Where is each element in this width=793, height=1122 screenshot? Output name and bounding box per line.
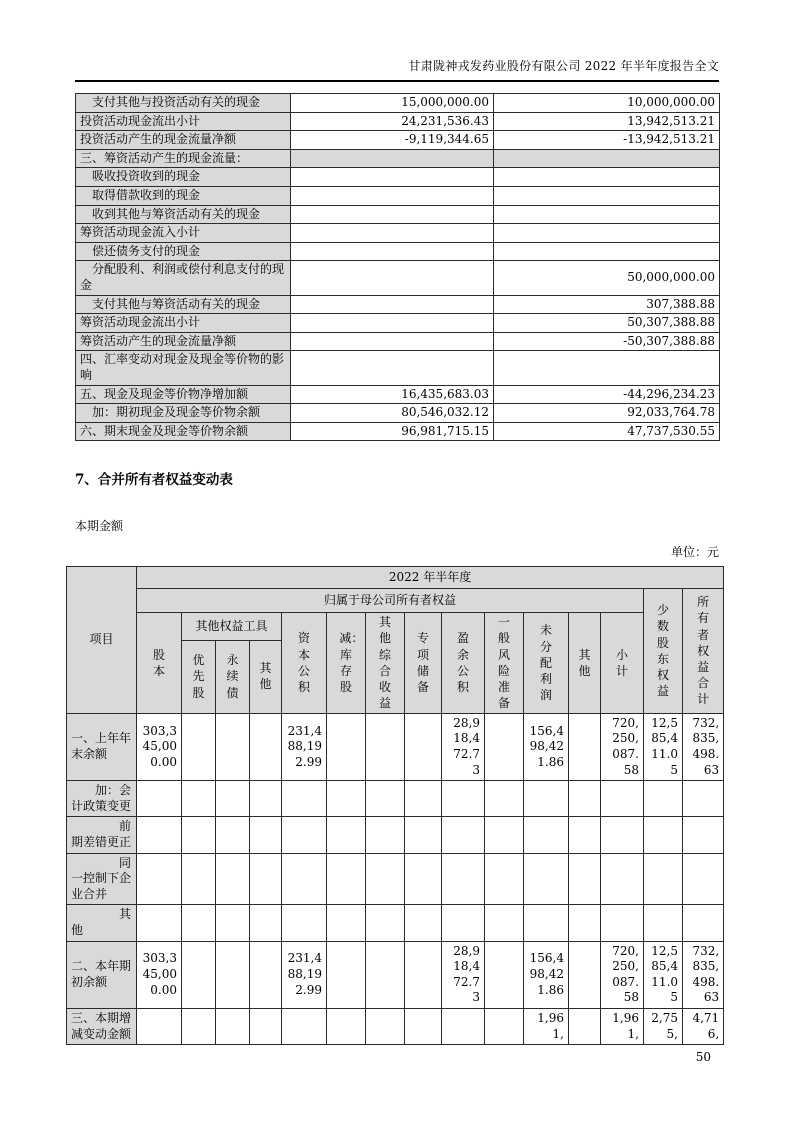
row-label: 一、上年年末余额 (67, 713, 137, 780)
row-label: 分配股利、利润或偿付利息支付的现金 (76, 261, 291, 295)
cell-surplus-reserve: 28,918,472.73 (442, 941, 485, 1008)
cell-general-risk-reserve (485, 817, 524, 853)
cell-other-comprehensive-income (366, 781, 405, 817)
cell-subtotal (601, 853, 644, 905)
cell-total-equity (683, 817, 724, 853)
amount-col-2: 13,942,513.21 (494, 112, 720, 131)
amount-col-2 (494, 205, 720, 224)
amount-col-2 (494, 149, 720, 168)
cell-share-capital (137, 781, 182, 817)
table-row (76, 168, 720, 187)
col-header-capital-reserve-text: 资本公积 (297, 631, 310, 695)
cell-other (569, 905, 601, 941)
unit-label: 单位：元 (670, 545, 719, 560)
table-row (76, 351, 720, 385)
col-header-period: 2022 年半年度 (137, 567, 724, 589)
row-label: 筹资活动现金流出小计 (76, 314, 291, 333)
col-header-oei-other (250, 640, 282, 713)
table-row (76, 224, 720, 243)
amount-col-2 (494, 351, 720, 385)
col-header-other-comprehensive-income (366, 613, 405, 714)
cell-subtotal (601, 905, 644, 941)
amount-col-2 (494, 242, 720, 261)
amount-col-1: 16,435,683.03 (291, 385, 494, 404)
cell-general-risk-reserve (485, 781, 524, 817)
row-label: 四、汇率变动对现金及现金等价物的影响 (76, 351, 291, 385)
cell-less-treasury-stock (327, 1008, 366, 1044)
amount-col-1 (291, 224, 494, 243)
cell-special-reserve (405, 781, 442, 817)
cell-retained-profit: 1,961, (524, 1008, 569, 1044)
amount-col-1 (291, 261, 494, 295)
table-row (76, 261, 720, 295)
table-row (76, 242, 720, 261)
col-header-preferred-stock-text: 优先股 (192, 653, 205, 700)
amount-col-1 (291, 351, 494, 385)
row-label: 收到其他与筹资活动有关的现金 (76, 205, 291, 224)
cell-subtotal (601, 781, 644, 817)
col-header-item: 项目 (67, 567, 137, 714)
cell-preferred-stock (182, 1008, 216, 1044)
col-header-preferred-stock (182, 640, 216, 713)
cell-subtotal: 720,250,087.58 (601, 941, 644, 1008)
cell-perpetual-bond (216, 1008, 250, 1044)
col-header-less-treasury-text: 减：库存股 (339, 631, 364, 695)
cell-minority-interest (644, 853, 683, 905)
amount-col-2 (494, 224, 720, 243)
amount-col-1: 24,231,536.43 (291, 112, 494, 131)
amount-col-2 (494, 186, 720, 205)
cell-less-treasury-stock (327, 853, 366, 905)
cell-preferred-stock (182, 853, 216, 905)
col-header-other-equity-instruments: 其他权益工具 (182, 613, 282, 640)
col-header-other (569, 613, 601, 714)
cell-capital-reserve (282, 905, 327, 941)
cell-general-risk-reserve (485, 713, 524, 780)
cell-perpetual-bond (216, 853, 250, 905)
amount-col-1: 96,981,715.15 (291, 422, 494, 441)
table-row (76, 186, 720, 205)
table-row (76, 314, 720, 333)
cell-share-capital (137, 1008, 182, 1044)
table-row (67, 941, 724, 1008)
table-row (76, 385, 720, 404)
col-header-share-capital (137, 613, 182, 714)
table-row (76, 131, 720, 150)
cell-capital-reserve: 231,488,192.99 (282, 713, 327, 780)
cell-general-risk-reserve (485, 1008, 524, 1044)
table-row (67, 853, 724, 905)
cell-retained-profit (524, 781, 569, 817)
amount-col-2: -50,307,388.88 (494, 332, 720, 351)
cell-general-risk-reserve (485, 853, 524, 905)
page-header-title: 甘肃陇神戎发药业股份有限公司 2022 年半年度报告全文 (408, 59, 719, 73)
col-header-surplus-reserve-text: 盈余公积 (456, 631, 469, 695)
col-header-subtotal-text: 小计 (615, 647, 628, 678)
cell-oei-other (250, 1008, 282, 1044)
cell-other (569, 853, 601, 905)
equity-table-header (67, 567, 724, 714)
cell-retained-profit: 156,498,421.86 (524, 713, 569, 780)
amount-col-2: 50,307,388.88 (494, 314, 720, 333)
row-label: 其他 (67, 905, 137, 941)
cell-other (569, 713, 601, 780)
amount-col-1 (291, 314, 494, 333)
col-header-share-capital-text: 股本 (152, 647, 165, 678)
cell-general-risk-reserve (485, 941, 524, 1008)
amount-col-1 (291, 168, 494, 187)
cell-perpetual-bond (216, 713, 250, 780)
cell-perpetual-bond (216, 905, 250, 941)
cell-surplus-reserve (442, 817, 485, 853)
amount-col-1 (291, 295, 494, 314)
header-divider (75, 80, 719, 82)
cell-capital-reserve (282, 781, 327, 817)
row-label: 支付其他与投资活动有关的现金 (76, 94, 291, 113)
cell-minority-interest (644, 905, 683, 941)
cell-other-comprehensive-income (366, 1008, 405, 1044)
row-label: 前期差错更正 (67, 817, 137, 853)
cell-preferred-stock (182, 713, 216, 780)
amount-col-2: 92,033,764.78 (494, 404, 720, 423)
equity-table-body (67, 713, 724, 1044)
row-label: 加：会计政策变更 (67, 781, 137, 817)
cell-perpetual-bond (216, 941, 250, 1008)
row-label: 六、期末现金及现金等价物余额 (76, 422, 291, 441)
table-row (67, 905, 724, 941)
amount-col-2: 10,000,000.00 (494, 94, 720, 113)
row-label: 三、筹资活动产生的现金流量： (76, 149, 291, 168)
cell-total-equity (683, 853, 724, 905)
table-row (67, 817, 724, 853)
cell-minority-interest (644, 817, 683, 853)
col-header-minority-interest-text: 少数股东权益 (656, 603, 669, 699)
amount-col-1: 80,546,032.12 (291, 404, 494, 423)
cell-other-comprehensive-income (366, 853, 405, 905)
cell-minority-interest: 2,755, (644, 1008, 683, 1044)
table-row (76, 404, 720, 423)
cell-preferred-stock (182, 817, 216, 853)
amount-col-1: 15,000,000.00 (291, 94, 494, 113)
table-row (76, 332, 720, 351)
table-row (67, 713, 724, 780)
cell-surplus-reserve (442, 905, 485, 941)
equity-table (66, 566, 724, 1045)
col-header-retained-profit-text: 未分配利润 (539, 623, 552, 703)
cell-share-capital: 303,345,000.00 (137, 941, 182, 1008)
cell-capital-reserve: 231,488,192.99 (282, 941, 327, 1008)
cell-share-capital (137, 817, 182, 853)
cell-oei-other (250, 817, 282, 853)
row-label: 筹资活动产生的现金流量净额 (76, 332, 291, 351)
col-header-capital-reserve (282, 613, 327, 714)
cell-surplus-reserve (442, 781, 485, 817)
cell-minority-interest: 12,585,411.05 (644, 713, 683, 780)
subsection-label: 本期金额 (75, 519, 124, 534)
cell-special-reserve (405, 905, 442, 941)
cell-special-reserve (405, 817, 442, 853)
row-label: 取得借款收到的现金 (76, 186, 291, 205)
cell-oei-other (250, 713, 282, 780)
cash-flow-table-body (76, 94, 720, 441)
col-header-special-reserve (405, 613, 442, 714)
table-row (76, 205, 720, 224)
col-header-other-text: 其他 (578, 647, 591, 678)
cell-surplus-reserve (442, 1008, 485, 1044)
table-row (76, 149, 720, 168)
cell-capital-reserve (282, 817, 327, 853)
amount-col-1 (291, 332, 494, 351)
col-header-oei-other-text: 其他 (259, 661, 272, 692)
col-header-less-treasury-stock (327, 613, 366, 714)
cell-total-equity: 732,835,498.63 (683, 713, 724, 780)
amount-col-2 (494, 168, 720, 187)
cell-other-comprehensive-income (366, 941, 405, 1008)
cell-perpetual-bond (216, 817, 250, 853)
cell-special-reserve (405, 853, 442, 905)
col-header-general-risk-text: 一般风险准备 (497, 615, 510, 711)
cell-retained-profit (524, 905, 569, 941)
cell-retained-profit (524, 817, 569, 853)
table-row (76, 112, 720, 131)
table-row (67, 781, 724, 817)
cell-minority-interest: 12,585,411.05 (644, 941, 683, 1008)
col-header-total-equity-text: 所有者权益合计 (697, 595, 710, 707)
cell-minority-interest (644, 781, 683, 817)
cell-other-comprehensive-income (366, 713, 405, 780)
col-header-oci-text: 其他综合收益 (378, 615, 391, 711)
col-header-minority-interest (644, 589, 683, 714)
cell-subtotal (601, 817, 644, 853)
cell-preferred-stock (182, 941, 216, 1008)
cell-less-treasury-stock (327, 781, 366, 817)
cell-special-reserve (405, 1008, 442, 1044)
cell-subtotal: 720,250,087.58 (601, 713, 644, 780)
cell-oei-other (250, 781, 282, 817)
row-label: 二、本年期初余额 (67, 941, 137, 1008)
cell-other-comprehensive-income (366, 905, 405, 941)
cell-surplus-reserve (442, 853, 485, 905)
table-row (76, 94, 720, 113)
table-row (67, 1008, 724, 1044)
row-label: 五、现金及现金等价物净增加额 (76, 385, 291, 404)
col-header-subtotal (601, 613, 644, 714)
amount-col-1 (291, 205, 494, 224)
amount-col-2: 50,000,000.00 (494, 261, 720, 295)
row-label: 投资活动现金流出小计 (76, 112, 291, 131)
col-header-perpetual-bond-text: 永续债 (226, 653, 239, 700)
cell-less-treasury-stock (327, 905, 366, 941)
cell-surplus-reserve: 28,918,472.73 (442, 713, 485, 780)
cell-total-equity: 732,835,498.63 (683, 941, 724, 1008)
cell-share-capital (137, 853, 182, 905)
table-row (76, 422, 720, 441)
col-header-general-risk-reserve (485, 613, 524, 714)
cell-share-capital (137, 905, 182, 941)
amount-col-2: 307,388.88 (494, 295, 720, 314)
table-row (76, 295, 720, 314)
amount-col-2: -13,942,513.21 (494, 131, 720, 150)
row-label: 支付其他与筹资活动有关的现金 (76, 295, 291, 314)
cell-less-treasury-stock (327, 817, 366, 853)
cell-capital-reserve (282, 853, 327, 905)
col-header-special-reserve-text: 专项储备 (416, 631, 429, 695)
col-header-surplus-reserve (442, 613, 485, 714)
cell-total-equity: 4,716, (683, 1008, 724, 1044)
amount-col-2: 47,737,530.55 (494, 422, 720, 441)
cell-capital-reserve (282, 1008, 327, 1044)
amount-col-1 (291, 149, 494, 168)
cell-other (569, 817, 601, 853)
cell-oei-other (250, 853, 282, 905)
row-label: 吸收投资收到的现金 (76, 168, 291, 187)
cell-general-risk-reserve (485, 905, 524, 941)
row-label: 投资活动产生的现金流量净额 (76, 131, 291, 150)
row-label: 筹资活动现金流入小计 (76, 224, 291, 243)
cell-preferred-stock (182, 905, 216, 941)
cell-other-comprehensive-income (366, 817, 405, 853)
row-label: 偿还债务支付的现金 (76, 242, 291, 261)
cell-retained-profit: 156,498,421.86 (524, 941, 569, 1008)
cell-total-equity (683, 781, 724, 817)
cell-less-treasury-stock (327, 713, 366, 780)
page-number: 50 (695, 1050, 711, 1064)
col-header-total-equity (683, 589, 724, 714)
cell-other (569, 1008, 601, 1044)
col-header-perpetual-bond (216, 640, 250, 713)
cell-preferred-stock (182, 781, 216, 817)
row-label: 同一控制下企业合并 (67, 853, 137, 905)
amount-col-1: -9,119,344.65 (291, 131, 494, 150)
cell-other (569, 941, 601, 1008)
cell-oei-other (250, 941, 282, 1008)
cell-share-capital: 303,345,000.00 (137, 713, 182, 780)
cell-special-reserve (405, 713, 442, 780)
cell-total-equity (683, 905, 724, 941)
col-header-parent-equity: 归属于母公司所有者权益 (137, 589, 644, 613)
cell-retained-profit (524, 853, 569, 905)
section-heading: 7、合并所有者权益变动表 (75, 472, 233, 489)
row-label: 加：期初现金及现金等价物余额 (76, 404, 291, 423)
cell-perpetual-bond (216, 781, 250, 817)
cell-other (569, 781, 601, 817)
cell-oei-other (250, 905, 282, 941)
cell-special-reserve (405, 941, 442, 1008)
row-label: 三、本期增减变动金额 (67, 1008, 137, 1044)
col-header-retained-profit (524, 613, 569, 714)
cell-less-treasury-stock (327, 941, 366, 1008)
amount-col-1 (291, 242, 494, 261)
cell-subtotal: 1,961, (601, 1008, 644, 1044)
cash-flow-table (75, 93, 720, 441)
amount-col-2: -44,296,234.23 (494, 385, 720, 404)
amount-col-1 (291, 186, 494, 205)
